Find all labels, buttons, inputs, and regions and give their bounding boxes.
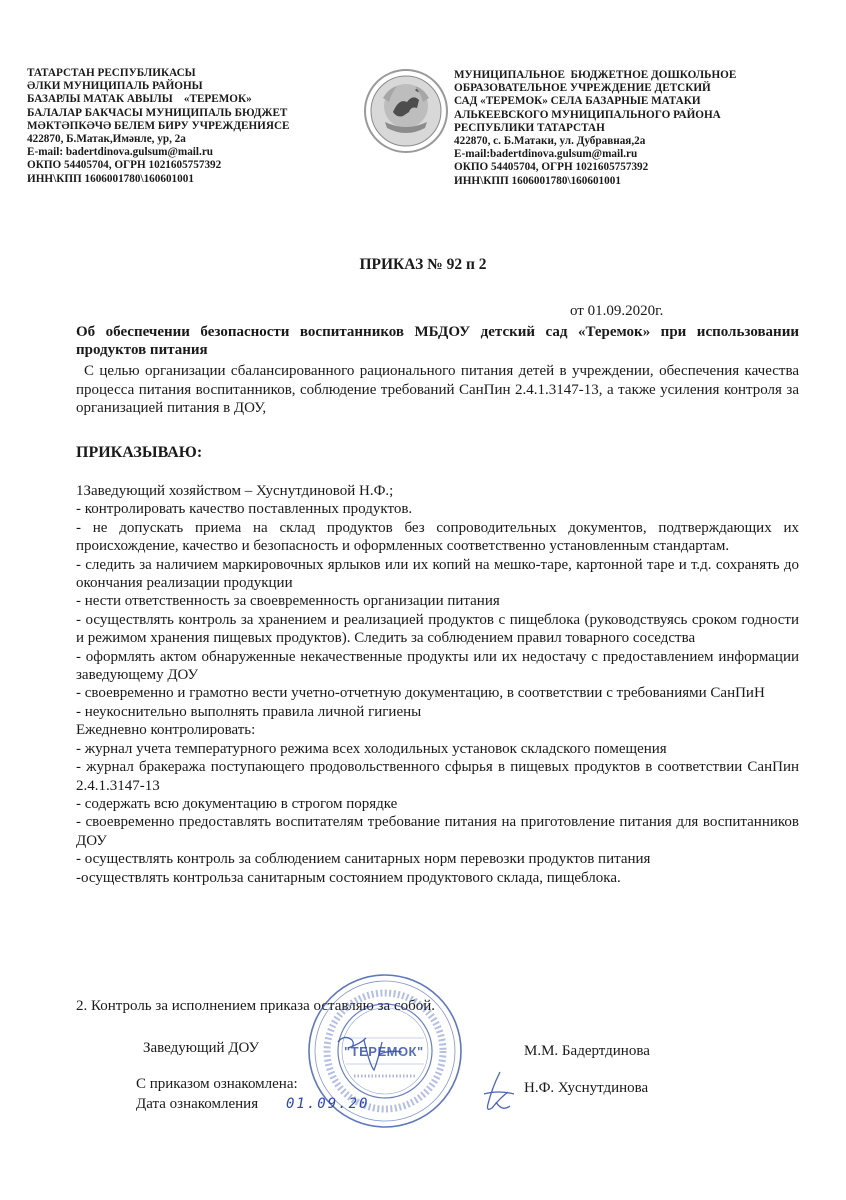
order-paragraph: - своевременно и грамотно вести учетно-отчетную документацию, в соответствии с требованиями СанПиН [76, 685, 765, 702]
head-name: М.М. Бадертдинова [524, 1043, 650, 1059]
header-left-line: 422870, Б.Матак,Имәнле, ур, 2а [27, 133, 186, 146]
order-paragraph: -осуществлять контрольза санитарным состоянием продуктового склада, пищеблока. [76, 869, 621, 886]
header-left-line: ОКПО 54405704, ОГРН 1021605757392 [27, 159, 222, 172]
header-left-line: ТАТАРСТАН РЕСПУБЛИКАСЫ [27, 67, 196, 79]
order-paragraph: - следить за наличием маркировочных ярлыков или их копий на мешко-таре, картонной таре и т.д. сохранять до окончания реализации продукции [76, 556, 799, 592]
order-paragraph: - неукоснительно выполнять правила личной гигиены [76, 703, 422, 720]
stamp-center-text: "ТЕРЕМОК" [344, 1044, 424, 1059]
header-right-line: АЛЬКЕЕВСКОГО МУНИЦИПАЛЬНОГО РАЙОНА [454, 108, 721, 121]
order-paragraph: - осуществлять контроль за соблюдением санитарных норм перевозки продуктов питания [76, 851, 651, 868]
order-title: ПРИКАЗ № 92 п 2 [359, 256, 487, 273]
header-right-line: ОБРАЗОВАТЕЛЬНОЕ УЧРЕЖДЕНИЕ ДЕТСКИЙ [454, 82, 711, 95]
acknowledged-name: Н.Ф. Хуснутдинова [524, 1080, 649, 1096]
order-paragraph: - оформлять актом обнаруженные некачественные продукты или их недостачу с предоставлением информации заведующему ДОУ [76, 648, 799, 684]
order-paragraph: - журнал учета температурного режима всех холодильных установок складского помещения [76, 740, 667, 757]
header-right-line: 422870, с. Б.Матаки, ул. Дубравная,2а [454, 135, 646, 148]
order-directive: ПРИКАЗЫВАЮ: [76, 444, 203, 461]
order-clause-2: 2. Контроль за исполнением приказа оставляю за собой. [76, 998, 436, 1014]
order-paragraph: 1Заведующий хозяйством – Хуснутдиновой Н.Ф.; [76, 483, 394, 499]
header-left-line: ӘЛКИ МУНИЦИПАЛЬ РАЙОНЫ [27, 80, 203, 93]
header-right-line: МУНИЦИПАЛЬНОЕ БЮДЖЕТНОЕ ДОШКОЛЬНОЕ [454, 69, 737, 81]
head-signature-icon [330, 1030, 420, 1080]
order-paragraph: - содержать всю документацию в строгом порядке [76, 795, 398, 812]
order-paragraph: - осуществлять контроль за хранением и реализацией продуктов с пищеблока (руководствуясь сроком годности и режимом хранения пищевых продуктов). Следить за соблюдением правил товарного соседства [76, 611, 799, 647]
order-paragraph: Ежедневно контролировать: [76, 722, 256, 739]
header-right-line: САД «ТЕРЕМОК» СЕЛА БАЗАРНЫЕ МАТАКИ [454, 95, 701, 108]
order-paragraph: - контролировать качество поставленных продуктов. [76, 501, 413, 518]
order-paragraph: - своевременно предоставлять воспитателям требование питания на приготовление питания для воспитанников ДОУ [76, 814, 799, 849]
order-paragraph: - не допускать приема на склад продуктов без сопроводительных документов, подтверждающих их происхождение, качество и безопасность и оформленных соответственно установленным стандартам. [76, 519, 799, 555]
header-left-line: МӘКТӘПКӘЧӘ БЕЛЕМ БИРУ УЧРЕЖДЕНИЯСЕ [27, 119, 290, 132]
order-date: от 01.09.2020г. [570, 303, 664, 319]
order-subject: Об обеспечении безопасности воспитанников МБДОУ детский сад «Теремок» при использовании продуктов питания [76, 324, 799, 358]
header-left-block [27, 67, 347, 186]
header-right-line: РЕСПУБЛИКИ ТАТАРСТАН [454, 121, 605, 134]
order-intro: С целью организации сбалансированного рационального питания детей в учреждении, обеспечения качества процесса питания воспитанников, соблюдение требований СанПин 2.4.1.3147-13, а также усиления контроля за организацией питания в ДОУ, [76, 363, 799, 416]
order-paragraph: - журнал бракеража поступающего продовольственного сфырья в пищевых продуктов в соответствии СанПин 2.4.1.3147-13 [76, 759, 799, 794]
header-right-line: E-mail:badertdinova.gulsum@mail.ru [454, 148, 638, 161]
header-left-line: E-mail: badertdinova.gulsum@mail.ru [27, 146, 214, 159]
order-paragraph: - нести ответственность за своевременность организации питания [76, 593, 500, 610]
header-left-line: БАЗАРЛЫ МАТАК АВЫЛЫ «ТЕРЕМОК» [27, 93, 252, 106]
head-label: Заведующий ДОУ [143, 1040, 260, 1056]
tatarstan-emblem-icon [363, 68, 449, 154]
header-left-line: БАЛАЛАР БАКЧАСЫ МУНИЦИПАЛЬ БЮДЖЕТ [27, 106, 288, 119]
header-right-block [454, 69, 824, 188]
acknowledged-date-label: Дата ознакомления [136, 1096, 259, 1112]
header-left-line: ИНН\КПП 1606001780\160601001 [27, 172, 194, 185]
acknowledged-date-handwritten: 01.09.20 [286, 1096, 370, 1112]
order-body [76, 482, 799, 887]
acknowledged-label: С приказом ознакомлена: [136, 1076, 298, 1092]
header-right-line: ОКПО 54405704, ОГРН 1021605757392 [454, 161, 649, 174]
acknowledged-signature-icon [474, 1068, 520, 1116]
header-right-line: ИНН\КПП 1606001780\160601001 [454, 174, 621, 187]
